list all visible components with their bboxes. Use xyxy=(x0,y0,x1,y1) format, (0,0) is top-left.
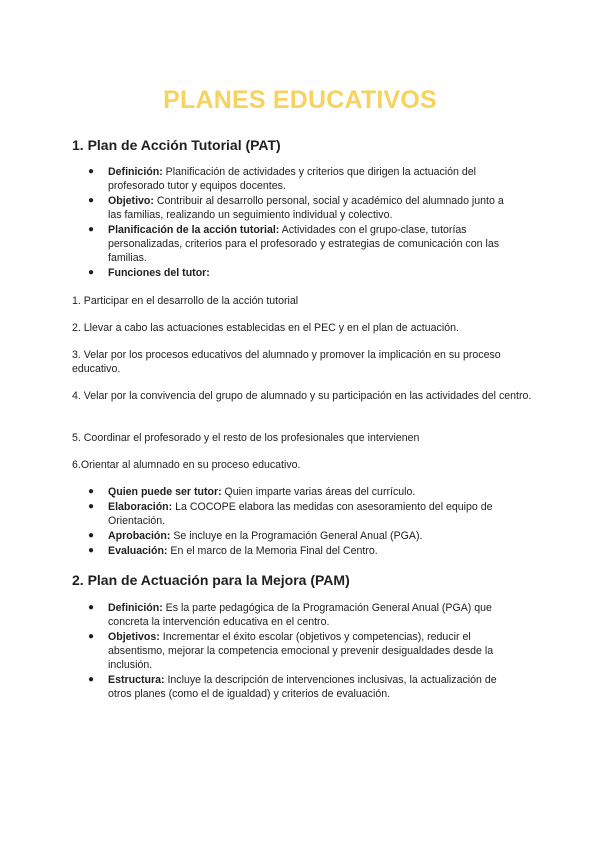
tutor-function-2: 2. Llevar a cabo las actuaciones establecidas en el PEC y en el plan de actuación. xyxy=(72,322,459,334)
bullet-text: Contribuir al desarrollo personal, social y académico del alumnado junto a las familias, realizando un seguimiento individual y colectivo. xyxy=(108,195,504,221)
bullet-label: Elaboración: xyxy=(108,501,173,513)
page-title: PLANES EDUCATIVOS xyxy=(163,86,437,114)
tutor-function-1: 1. Participar en el desarrollo de la acción tutorial xyxy=(72,295,299,307)
bullet-label: Evaluación: xyxy=(108,545,168,557)
bullet-text: En el marco de la Memoria Final del Centro. xyxy=(167,545,378,557)
list-item: ● Definición: Planificación de actividades y criterios que dirigen la actuación del profesorado tutor y equipos docentes. xyxy=(88,166,477,192)
bullet-label: Objetivo: xyxy=(108,195,154,207)
list-item: ● Definición: Es la parte pedagógica de la Programación General Anual (PGA) que concreta la intervención educativa en el centro. xyxy=(88,602,492,628)
section-1-bullet-list-2 xyxy=(0,485,520,559)
bullet-label: Definición: xyxy=(108,602,163,614)
list-item: ● Funciones del tutor: xyxy=(88,267,210,279)
section-1-bullet-list xyxy=(0,165,520,281)
bullet-text: Planificación de actividades y criterios que dirigen la actuación del profesorado tutor y equipos docentes. xyxy=(108,166,477,192)
list-item: ● Objetivos: Incrementar el éxito escolar (objetivos y competencias), reducir el absentismo, mejorar la competencia emocional y prevenir desigualdades desde la inclusión. xyxy=(88,631,494,671)
bullet-text: Actividades con el grupo-clase, tutorías personalizadas, criterios para el profesorado y estrategias de comunicación con las familias. xyxy=(108,224,500,264)
list-item: ● Quien puede ser tutor: Quien imparte varias áreas del currículo. xyxy=(88,486,416,498)
bullet-text: La COCOPE elabora las medidas con asesoramiento del equipo de Orientación. xyxy=(108,501,493,527)
list-item: ● Aprobación: Se incluye en la Programación General Anual (PGA). xyxy=(88,530,423,542)
section-1-heading: 1. Plan de Acción Tutorial (PAT) xyxy=(72,137,281,153)
bullet-text: Incrementar el éxito escolar (objetivos y competencias), reducir el absentismo, mejorar la competencia emocional y prevenir desigualdades desde la inclusión. xyxy=(108,631,494,671)
tutor-function-5: 5. Coordinar el profesorado y el resto de los profesionales que intervienen xyxy=(72,432,420,444)
bullet-label: Funciones del tutor: xyxy=(108,267,210,279)
bullet-label: Aprobación: xyxy=(108,530,171,542)
bullet-label: Objetivos: xyxy=(108,631,160,643)
section-2-bullet-list xyxy=(0,601,520,702)
list-item: ● Elaboración: La COCOPE elabora las medidas con asesoramiento del equipo de Orientación. xyxy=(88,501,493,527)
tutor-function-4: 4. Velar por la convivencia del grupo de alumnado y su participación en las actividades del centro. xyxy=(72,390,532,402)
list-item: ● Estructura: Incluye la descripción de intervenciones inclusivas, la actualización de otros planes (como el de igualdad) y criterios de evaluación. xyxy=(88,674,497,700)
bullet-text: Quien imparte varias áreas del currículo. xyxy=(221,486,416,498)
bullet-text: Incluye la descripción de intervenciones inclusivas, la actualización de otros planes (como el de igualdad) y criterios de evaluación. xyxy=(108,674,497,700)
bullet-label: Estructura: xyxy=(108,674,165,686)
bullet-label: Quien puede ser tutor: xyxy=(108,486,222,498)
tutor-function-6: 6.Orientar al alumnado en su proceso educativo. xyxy=(72,459,301,471)
list-item: ● Objetivo: Contribuir al desarrollo personal, social y académico del alumnado junto a las familias, realizando un seguimiento individual y colectivo. xyxy=(88,195,504,221)
bullet-label: Planificación de la acción tutorial: xyxy=(108,224,280,236)
list-item: ● Planificación de la acción tutorial: Actividades con el grupo-clase, tutorías personalizadas, criterios para el profesorado y estrategias de comunicación con las familias. xyxy=(88,224,500,264)
section-2-heading: 2. Plan de Actuación para la Mejora (PAM) xyxy=(72,572,350,588)
bullet-text: Se incluye en la Programación General Anual (PGA). xyxy=(170,530,423,542)
list-item: ● Evaluación: En el marco de la Memoria Final del Centro. xyxy=(88,545,378,557)
bullet-text: Es la parte pedagógica de la Programación General Anual (PGA) que concreta la intervención educativa en el centro. xyxy=(108,602,492,628)
tutor-function-3: 3. Velar por los procesos educativos del alumnado y promover la implicación en su proceso educativo. xyxy=(72,349,501,375)
bullet-label: Definición: xyxy=(108,166,163,178)
